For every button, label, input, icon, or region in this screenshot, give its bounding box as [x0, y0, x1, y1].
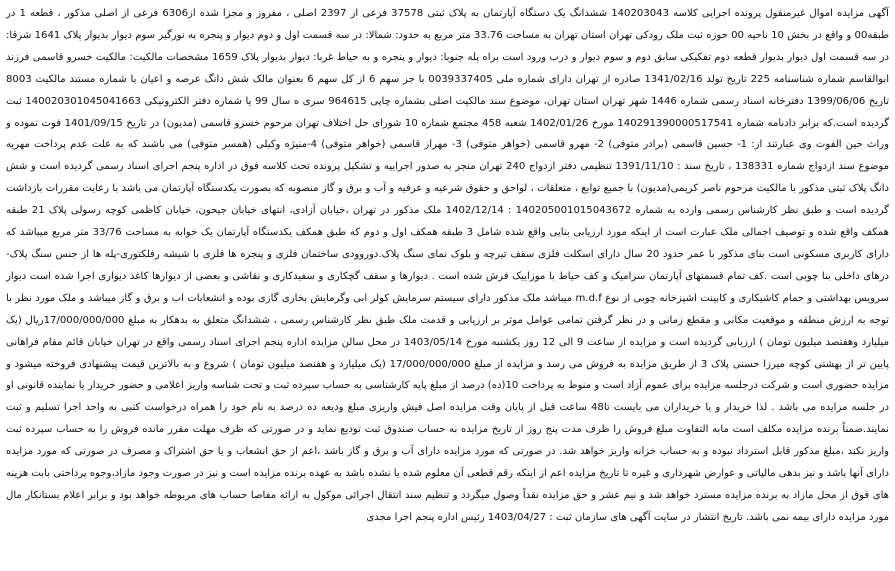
auction-notice-text: آگهی مزایده اموال غیرمنقول پرونده اجرایی کلاسه 140203043 ششدانگ یک دستگاه آپارتمان به پلاک ثبتی 37578 فرعی از 2397 اصلی ، مفروز و مجزا شده از6306 فرعی از اصلی مذکور ، قطعه 1 در طبقه00 و واقع در بخش 10 ناحیه 00 حوزه ثبت ملک رودکی تهران استان تهران به مساحت 33.76 متر مربع به حدود: شمالا: در سه قسمت اول و دوم دیوار و پنجره به نورگیر سوم دیوار بدیوار پلاک 1641 شرقا: در سه قسمت اول دیوار بدیوار قطعه دوم تفکیکی سابق دوم و سوم دیوار و درب ورود است براه پله جنوبا: دیوار و پنجره و به حیاط غربا: دیوار بدیوار پلاک 1659 مشخصات مالکیت: مالکیت خسرو قاسمی فرزند ابوالقاسم شماره شناسنامه 225 تاریخ تولد 1341/02/16 صادره از تهران دارای شماره ملی 0039337405 با جز سهم 6 از کل سهم 6 بعنوان مالک شش دانگ عرصه و اعیان با شماره مستند مالکیت 8003 تاریخ 1399/06/06 دفترخانه اسناد رسمی شماره 1446 شهر تهران استان تهران، موضوع سند مالکیت اصلی بشماره چاپی 964615 سری ه سال 99 یا شماره دفتر الکترونیکی 140020301045041663 ثبت گردیده است.که برابر دادنامه شماره 140291390000517541 مورخ 1402/01/26 شعبه 458 مجتمع شماره 10 شورای حل اختلاف تهران مرحوم خسرو قاسمی (مدیون) در تاریخ 1401/09/15 فوت نموده و وراث حین الفوت وی عبارتند از: 1- حسین قاسمی (برادر متوفی) 2- مهرو قاسمی (خواهر متوفی) 3- مهراز قاسمی (خواهر متوفی) 4-منیژه وکیلی (همسر متوفی) می باشند که به علت عدم پرداخت مهریه موضوع سند ازدواج شماره 138331 ، تاریخ سند : 1391/11/10 تنظیمی دفتر ازدواج 240 تهران منجر به صدور اجراییه و تشکیل پرونده تحت کلاسه فوق در اداره پنجم اجرای اسناد رسمی گردیده است و شش دانگ پلاک ثبتی مذکور با مالکیت مرحوم ناصر کریمی(مدیون) با جمیع توابع ، متعلقات ، لواحق و حقوق شرعیه و عرفیه و آب و برق و گاز منصوبه که بصورت یکدستگاه آپارتمان می باشد با رعایت مقررات بازداشت گردیده است و طبق نظر کارشناس رسمی وارده به شماره 140205001015043672 : 1402/12/14 ملک مذکور در تهران ،خیابان آزادی، انتهای خیابان جیحون، خیابان کاظمی کوچه رسولی پلاک 21 طبقه همکف واقع شده و توصیف اجمالی ملک عبارت است از اینکه مورد ارزیابی بنایی واقع شده شامل 3 طبقه همکف اول و دوم که طبق همکف یکدستگاه آپارتمان یک خوابه به مساحت 33/76 متر مربع میباشد که دارای کاربری مسکونی است بنای مذکور با عمر حدود 20 سال دارای اسکلت فلزی سقف تیرچه و بلوک نمای سنگ پلاک.دوروودی ساختمان فلزی و پنجره ها فلزی با شیشه رفلکتوری-پله ها از جنس سنگ پلاک-درهای داخلی بنا چوبی است .کف تمام قسمتهای آپارتمان سرامیک و کف حیاط با موزاییک فرش شده است . دیوارها و سقف گچکاری و سفیدکاری و نقاشی و بعضی از دیوارها کاغذ دیواری اجرا شده است دیوار سرویس بهداشتی و حمام کاشیکاری و کابینت اشپزخانه چوبی از نوع m.d.f میباشد ملک مذکور دارای سیستم سرمایش کولر ابی وگرمایش بخاری گازی بوده و انشعابات اب و برق و گاز میباشد و ملک مورد نظر با توجه به ارزش منطقه و موقعیت مکانی و مقطع زمانی و در نظر گرفتن تمامی عوامل موثر بر ارزیابی و قدمت ملک طبق نظر کارشناس رسمی ، ششدانگ متعلق به بدهکار به مبلغ 17/000/000/000ریال (یک میلیارد وهفتصد میلیون تومان ) ارزیابی گردیده است و مزایده از ساعت 9 الی 12 روز یکشنبه مورخ 1403/05/14 در محل سالن مزایده اداره پنجم اجرای اسناد رسمی واقع در تهران خیابان قائم مقام فراهانی پایین تر از بهشتی کوچه میرزا حسنی پلاک 3 از طریق مزایده به فروش می رسد و مزایده از مبلغ 17/000/000/000 (یک میلیارد و هفتصد میلیون تومان ) شروع و به بالاترین قیمت پیشنهادی فروخته میشود و مزایده حضوری است و شرکت درجلسه مزایده برای عموم آزاد است و منوط به پرداخت 10(ده) درصد از مبلغ پایه کارشناسی به حساب سپرده ثبت و تحت شناسه واریز اعلامی و حضور خریدار یا نماینده قانونی او در جلسه مزایده می باشد . لذا خریدار و یا خریداران می بایست تا48 ساعت قبل از پایان وقت مزایده اصل فیش واریزی مبلغ ودیعه ده درصد به نام خود را همراه درخواست کتبی به واحد اجرا تسلیم و ثبت نمایند.ضمناً برنده مزایده مکلف است مابه التفاوت مبلغ فروش را ظرف مدت پنج روز از تاریخ مزایده به حساب صندوق ثبت تودیع نماید و در صورتی که ظرف مهلت مقرر مانده فروش را به حساب سپرده ثبت واریز نکند ،مبلغ مذکور قابل استرداد نبوده و به حساب خزانه واریز خواهد شد. در صورتی که مورد مزایده دارای آب و برق و گاز باشد ،اعم از حق انشعاب و یا حق اشتراک و مصرف در صورتی که مورد مزایده دارای آنها باشد و نیز بدهی مالیاتی و عوارض شهرداری و غیره تا تاریخ مزایده اعم از اینکه رقم قطعی آن معلوم شده یا نشده باشد به عهده برنده مزایده است و نیز در صورت وجود مازاد،وجوه پرداختی بابت هزینه های فوق از محل مازاد به برنده مزایده مسترد خواهد شد و نیم عشر و حق مزایده نقداً وصول میگردد و تنظیم سند انتقال اجرائی موکول به ارائه مفاصا حساب های مربوطه خواهد بود و برابر اعلام بستانکار مال مورد مزایده دارای بیمه نمی باشد. تاریخ انتشار در سایت آگهی های سازمان ثبت : 1403/04/27 رئیس اداره پنجم اجرا مجدی — [6, 8, 890, 523]
